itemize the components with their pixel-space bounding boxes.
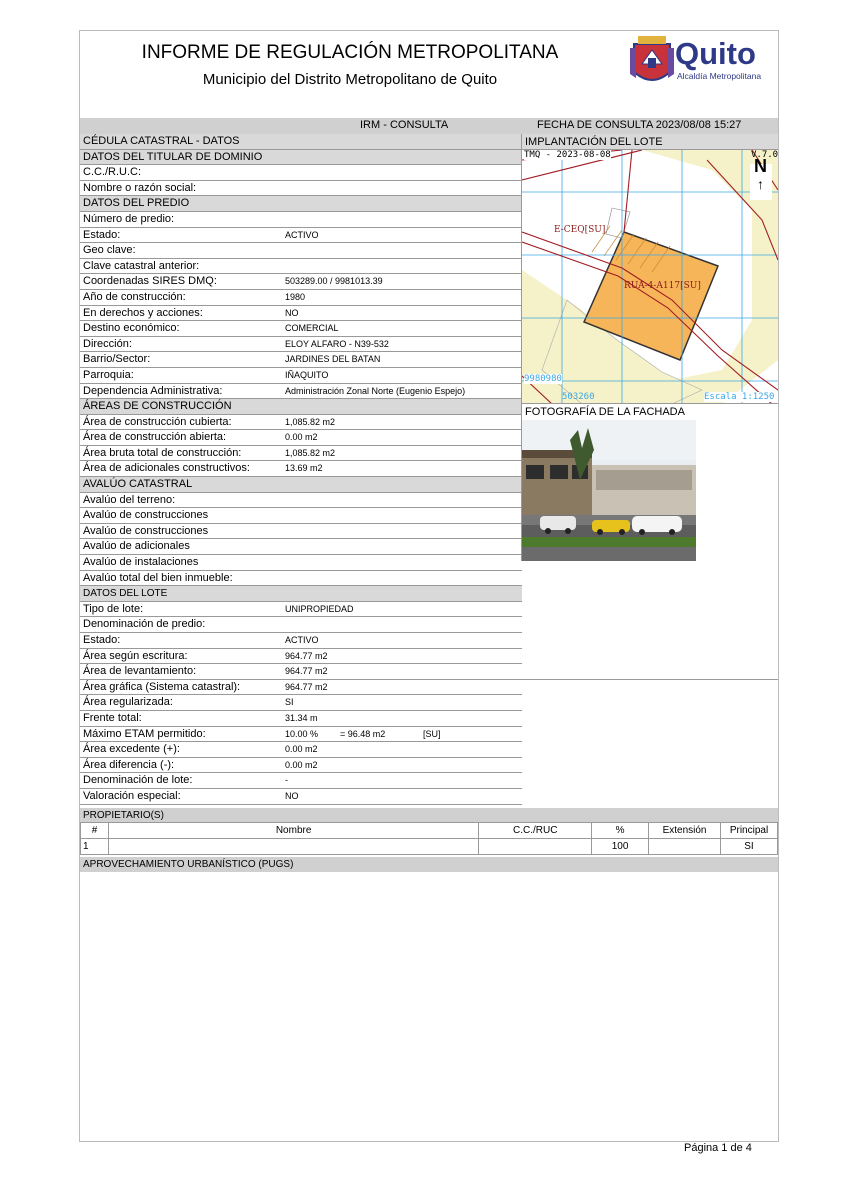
field-label: C.C./R.U.C: — [83, 166, 142, 179]
cell: 100 — [592, 839, 649, 855]
field-label: Número de predio: — [83, 212, 175, 225]
field-row — [80, 384, 522, 400]
field-value: ACTIVO — [285, 229, 319, 240]
field-label: Avalúo de adicionales — [83, 540, 190, 553]
field-row — [80, 259, 522, 275]
etam-row — [80, 727, 522, 743]
field-label: Estado: — [83, 228, 121, 241]
field-row — [80, 446, 522, 462]
col-header: Extensión — [649, 823, 721, 839]
field-value: 31.34 m — [285, 712, 318, 723]
field-label: Avalúo total del bien inmueble: — [83, 571, 233, 584]
field-value: 964.77 m2 — [285, 666, 328, 677]
field-value: 964.77 m2 — [285, 650, 328, 661]
field-value: - — [285, 775, 288, 786]
field-label: Área según escritura: — [83, 649, 188, 662]
field-row — [80, 415, 522, 431]
field-value: 10.00 % — [285, 728, 319, 739]
field-value: 1,085.82 m2 — [285, 447, 336, 458]
page-number: Página 1 de 4 — [684, 1142, 752, 1154]
report-subtitle: Municipio del Distrito Metropolitano de Quito — [202, 71, 498, 88]
field-label: Coordenadas SIRES DMQ: — [83, 275, 217, 288]
owners-table — [80, 822, 778, 855]
zone-label-eceq: E-CEQ[SU] — [554, 225, 606, 235]
field-label: Área de construcción abierta: — [83, 431, 227, 444]
field-label: Avalúo de instalaciones — [83, 556, 199, 569]
field-label: Área excedente (+): — [83, 743, 180, 756]
field-label: Clave catastral anterior: — [83, 259, 200, 272]
field-row — [80, 165, 522, 181]
images-column — [521, 134, 778, 561]
cell — [479, 839, 592, 855]
field-value: UNIPROPIEDAD — [285, 603, 354, 614]
field-row — [80, 664, 522, 680]
field-value: NO — [285, 307, 299, 318]
col-header: # — [81, 823, 109, 839]
field-row — [80, 321, 522, 337]
field-label: Área de adicionales constructivos: — [83, 462, 250, 475]
cadastral-data-column — [80, 134, 522, 805]
section-title: DATOS DEL LOTE — [83, 588, 168, 600]
field-row — [80, 274, 522, 290]
field-row — [80, 290, 522, 306]
cell — [649, 839, 721, 855]
logo-subtitle: Alcaldía Metropolitana — [677, 71, 762, 81]
field-label: Denominación de predio: — [83, 618, 206, 631]
cell: SI — [721, 839, 778, 855]
field-row — [80, 461, 522, 477]
field-row — [80, 695, 522, 711]
field-label: Área gráfica (Sistema catastral): — [83, 680, 241, 693]
map-tmq-label: TMQ - 2023-08-08 — [524, 150, 611, 160]
fotografia-header: FOTOGRAFÍA DE LA FACHADA — [522, 404, 778, 420]
field-row — [80, 789, 522, 805]
section-title: DATOS DEL TITULAR DE DOMINIO — [83, 150, 263, 163]
section-predio — [80, 196, 522, 212]
field-label: Área diferencia (-): — [83, 758, 175, 771]
facade-photo — [522, 420, 696, 561]
section-title: AVALÚO CATASTRAL — [83, 478, 193, 491]
field-value: NO — [285, 790, 299, 801]
consult-bar — [80, 118, 778, 134]
col-header: Nombre — [108, 823, 478, 839]
map-scale-label: Escala 1:1250 — [704, 392, 775, 402]
fecha-consulta-label: FECHA DE CONSULTA 2023/08/08 15:27 — [537, 119, 742, 131]
logo-wordmark: Quito — [675, 36, 756, 71]
field-label: Barrio/Sector: — [83, 353, 151, 366]
report-title: INFORME DE REGULACIÓN METROPOLITANA — [141, 42, 559, 63]
field-row — [80, 773, 522, 789]
field-row — [80, 508, 522, 524]
field-value: [SU] — [423, 728, 441, 739]
field-label: Área bruta total de construcción: — [83, 446, 242, 459]
coat-of-arms-icon — [630, 34, 674, 90]
field-row — [80, 680, 522, 696]
north-arrow-icon: N — [754, 156, 767, 176]
field-row — [80, 571, 522, 587]
field-label: Área de levantamiento: — [83, 665, 197, 678]
arrow-up-icon: ↑ — [757, 176, 764, 192]
field-value: 0.00 m2 — [285, 432, 318, 443]
section-title: CÉDULA CATASTRAL - DATOS — [83, 135, 240, 147]
section-lote — [80, 586, 522, 602]
field-label: Avalúo del terreno: — [83, 493, 176, 506]
field-value: IÑAQUITO — [285, 369, 329, 380]
field-label: Área de construcción cubierta: — [83, 415, 232, 428]
field-label: Geo clave: — [83, 244, 136, 257]
field-row — [80, 306, 522, 322]
field-label: Valoración especial: — [83, 789, 181, 802]
field-label: Estado: — [83, 634, 121, 646]
field-row — [80, 228, 522, 244]
cell: 1 — [81, 839, 109, 855]
zone-label-rua: RUA-4-A117[SU] — [624, 281, 701, 291]
field-value: = 96.48 m2 — [340, 728, 386, 739]
field-row — [80, 430, 522, 446]
field-value: Administración Zonal Norte (Eugenio Espejo) — [285, 385, 466, 396]
field-row — [80, 617, 522, 633]
section-cedula — [80, 134, 522, 150]
field-row — [80, 758, 522, 774]
cell — [108, 839, 478, 855]
field-row — [80, 352, 522, 368]
section-titular — [80, 150, 522, 166]
map-x-coordinate: 503260 — [562, 392, 595, 402]
field-label: Denominación de lote: — [83, 774, 193, 787]
field-value: 13.69 m2 — [285, 463, 323, 474]
field-row — [80, 368, 522, 384]
field-row — [80, 555, 522, 571]
field-row — [80, 649, 522, 665]
field-label: Máximo ETAM permitido: — [83, 727, 206, 740]
field-row — [80, 493, 522, 509]
field-row — [80, 524, 522, 540]
section-avaluo — [80, 477, 522, 493]
col-header: % — [592, 823, 649, 839]
field-value: 0.00 m2 — [285, 744, 318, 755]
field-label: Avalúo de construcciones — [83, 509, 209, 522]
field-value: 503289.00 / 9981013.39 — [285, 276, 383, 287]
field-label: Área regularizada: — [83, 696, 173, 709]
section-areas — [80, 399, 522, 415]
field-row — [80, 742, 522, 758]
propietarios-header: PROPIETARIO(S) — [80, 808, 778, 823]
quito-logo — [630, 34, 780, 90]
field-row — [80, 212, 522, 228]
field-value: SI — [285, 697, 294, 708]
map-y-coordinate: 9980980 — [524, 374, 562, 384]
field-label: Año de construcción: — [83, 290, 186, 303]
table-row — [81, 839, 778, 855]
field-label: Avalúo de construcciones — [83, 524, 209, 537]
field-row — [80, 243, 522, 259]
divider — [522, 679, 778, 680]
col-header: C.C./RUC — [479, 823, 592, 839]
field-value: ELOY ALFARO - N39-532 — [285, 338, 389, 349]
owners-header-row — [81, 823, 778, 839]
field-value: 964.77 m2 — [285, 681, 328, 692]
field-label: Dirección: — [83, 337, 132, 350]
field-label: Parroquia: — [83, 368, 134, 381]
field-value: JARDINES DEL BATAN — [285, 354, 381, 365]
field-row — [80, 602, 522, 618]
field-value: ACTIVO — [285, 635, 319, 645]
field-row — [80, 181, 522, 197]
field-row — [80, 337, 522, 353]
field-value: COMERCIAL — [285, 323, 339, 334]
irm-consulta-label: IRM - CONSULTA — [360, 119, 449, 131]
lot-map — [522, 150, 778, 404]
field-label: Nombre o razón social: — [83, 181, 197, 194]
field-label: Destino económico: — [83, 322, 180, 335]
field-label: En derechos y acciones: — [83, 306, 203, 319]
field-label: Dependencia Administrativa: — [83, 384, 223, 397]
field-value: 1,085.82 m2 — [285, 416, 336, 427]
field-row — [80, 711, 522, 727]
field-value: 1980 — [285, 291, 306, 302]
field-row — [80, 633, 522, 649]
field-label: Tipo de lote: — [83, 602, 144, 615]
aprovechamiento-header: APROVECHAMIENTO URBANÍSTICO (PUGS) — [80, 857, 778, 872]
map-version-label: V.7.0 — [751, 150, 778, 160]
implantacion-header: IMPLANTACIÓN DEL LOTE — [522, 134, 778, 150]
field-value: 0.00 m2 — [285, 759, 318, 770]
section-title: ÁREAS DE CONSTRUCCIÓN — [83, 400, 232, 413]
field-label: Frente total: — [83, 711, 142, 724]
field-row — [80, 539, 522, 555]
col-header: Principal — [721, 823, 778, 839]
section-title: DATOS DEL PREDIO — [83, 197, 190, 210]
